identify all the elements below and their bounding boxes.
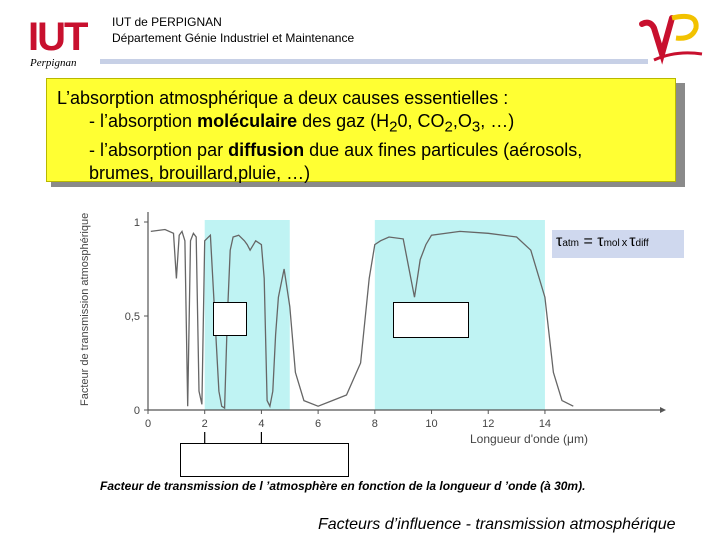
y-axis-label: Facteur de transmission atmosphérique: [79, 212, 91, 406]
intro-title: L’absorption atmosphérique a deux causes essentielles :: [57, 88, 509, 108]
y-tick-label: 0: [133, 405, 140, 417]
label-box-left: [213, 302, 247, 336]
x-tick-label: 4: [258, 418, 265, 430]
department-name: Département Génie Industriel et Maintenance: [112, 31, 355, 45]
header-rule: [100, 59, 648, 64]
label-box-right: [393, 302, 469, 338]
x-axis-label: Longueur d'onde (μm): [470, 432, 588, 446]
x-tick-label: 0: [144, 418, 152, 430]
x-tick-label: 6: [315, 418, 322, 430]
x-tick-label: 2: [201, 418, 208, 430]
institution-header: [112, 14, 354, 46]
bullet-diffusion: - l’absorption par diffusion due aux fines particules (aérosols,: [89, 139, 583, 160]
slide-footer: Facteurs d’influence - transmission atmosphérique: [318, 516, 676, 533]
bullet-diffusion-cont: brumes, brouillard,pluie, …): [89, 162, 311, 183]
y-tick-label: 1: [133, 217, 140, 229]
institution-name: IUT de PERPIGNAN: [112, 15, 222, 29]
bullet-molecular: - l’absorption moléculaire des gaz ($H_20$, $CO_2,O_3$, …): [89, 111, 515, 136]
label-box-bottom: [180, 443, 349, 477]
x-axis-arrow: [660, 407, 666, 413]
y-tick-label: 0,5: [124, 311, 140, 323]
transmission-formula: τatm = τmol x τdiff: [552, 230, 684, 258]
svg-text:IUT: IUT: [28, 15, 87, 59]
university-logo: [636, 10, 708, 66]
x-tick-label: 14: [538, 418, 552, 430]
x-tick-label: 12: [482, 418, 495, 430]
svg-text:Perpignan: Perpignan: [30, 57, 77, 69]
figure-caption: Facteur de transmission de l ’atmosphère en fonction de la longueur d ’onde (à 30m).: [100, 479, 586, 493]
intro-box: [46, 78, 676, 182]
iut-logo: [26, 12, 90, 70]
x-tick-label: 10: [425, 418, 438, 430]
x-tick-label: 8: [371, 418, 378, 430]
